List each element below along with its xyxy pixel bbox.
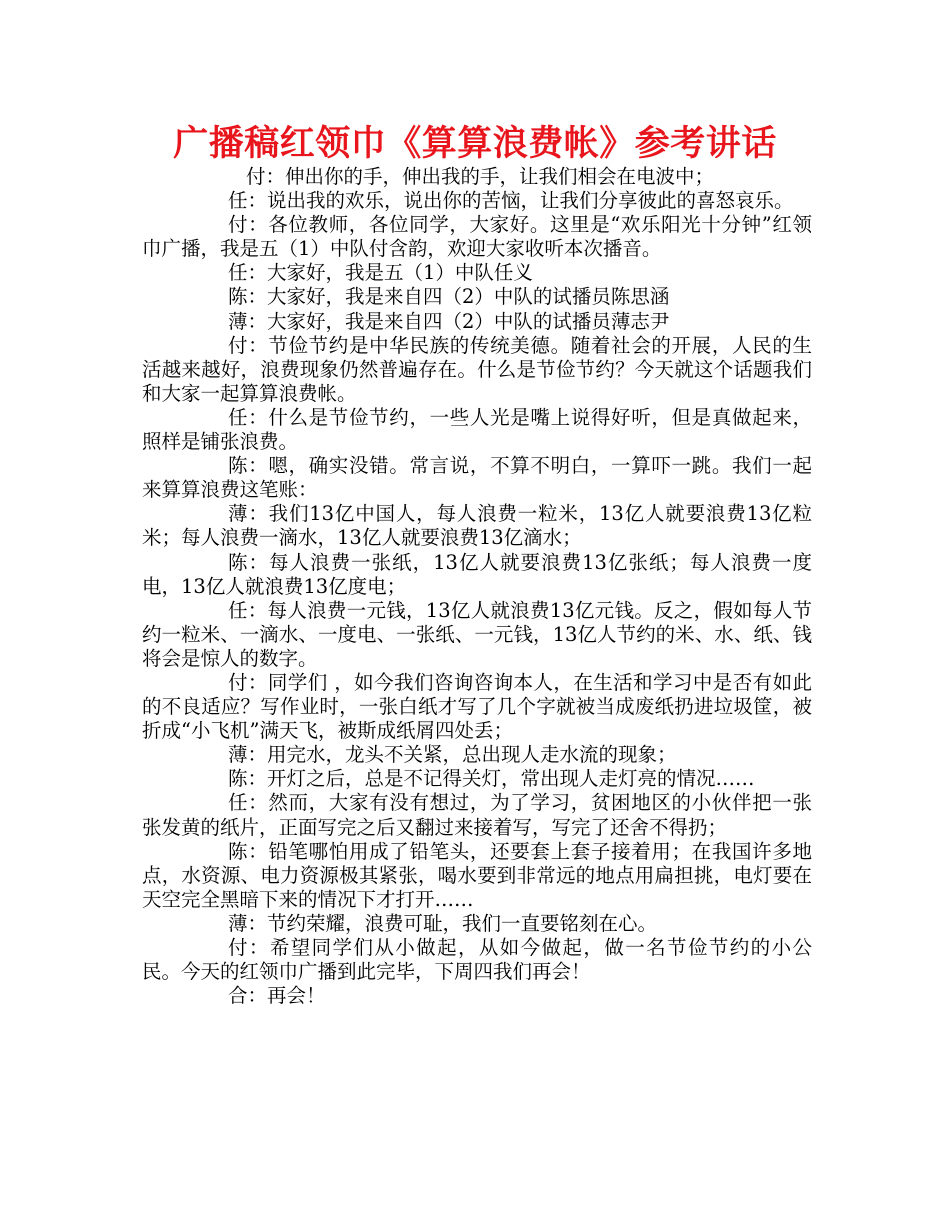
paragraph: 薄：节约荣耀，浪费可耻，我们一直要铭刻在心。	[228, 911, 658, 935]
paragraph: 任：然而，大家有没有想过，为了学习，贫困地区的小伙伴把一张张发黄的纸片，正面写完之后又翻过来接着写，写完了还舍不得扔；	[142, 791, 812, 839]
document-title: 广播稿红领巾《算算浪费帐》参考讲话	[173, 124, 777, 164]
paragraph: 陈：大家好，我是来自四（2）中队的试播员陈思涵	[228, 285, 670, 309]
paragraph: 任：每人浪费一元钱，13亿人就浪费13亿元钱。反之，假如每人节约一粒米、一滴水、一度电、一张纸、一元钱，13亿人节约的米、水、纸、钱将会是惊人的数字。	[142, 598, 812, 670]
paragraph: 付：伸出你的手，伸出我的手，让我们相会在电波中；	[246, 165, 715, 188]
paragraph: 付：同学们 ，如今我们咨询咨询本人，在生活和学习中是否有如此的不良适应？写作业时，一张白纸才写了几个字就被当成废纸扔进垃圾筐，被折成“小飞机”满天飞，被斯成纸屑四处丢；	[142, 670, 812, 743]
paragraph: 陈：嗯，确实没错。常言说，不算不明白，一算吓一跳。我们一起来算算浪费这笔账：	[142, 454, 812, 502]
paragraph: 陈：每人浪费一张纸，13亿人就要浪费13亿张纸；每人浪费一度电，13亿人就浪费13亿度电；	[142, 550, 812, 598]
paragraph: 付：节俭节约是中华民族的传统美德。随着社会的开展，人民的生活越来越好，浪费现象仍然普遍存在。什么是节俭节约？今天就这个话题我们和大家一起算算浪费帐。	[142, 333, 812, 405]
paragraph: 任：什么是节俭节约，一些人光是嘴上说得好听，但是真做起来，照样是铺张浪费。	[142, 405, 812, 454]
paragraph: 薄：大家好，我是来自四（2）中队的试播员薄志尹	[228, 309, 670, 333]
paragraph: 薄：我们13亿中国人，每人浪费一粒米，13亿人就要浪费13亿粒米；每人浪费一滴水，13亿人就要浪费13亿滴水；	[142, 502, 812, 550]
document-body	[142, 165, 812, 1008]
paragraph: 付：希望同学们从小做起，从如今做起，做一名节俭节约的小公民。今天的红领巾广播到此完毕，下周四我们再会！	[142, 936, 812, 984]
paragraph: 合：再会！	[228, 984, 326, 1008]
paragraph: 任：大家好，我是五（1）中队任义	[228, 261, 533, 285]
paragraph: 陈：铅笔哪怕用成了铅笔头，还要套上套子接着用；在我国许多地点，水资源、电力资源极其紧张，喝水要到非常远的地点用扁担挑，电灯要在天空完全黑暗下来的情况下才打开……	[142, 839, 812, 911]
paragraph: 付：各位教师，各位同学，大家好。这里是“欢乐阳光十分钟”红领巾广播，我是五（1）中队付含韵，欢迎大家收听本次播音。	[142, 213, 812, 261]
paragraph: 陈：开灯之后，总是不记得关灯，常出现人走灯亮的情况……	[228, 767, 755, 791]
paragraph: 任：说出我的欢乐，说出你的苦恼，让我们分享彼此的喜怒哀乐。	[228, 189, 794, 213]
paragraph: 薄：用完水，龙头不关紧，总出现人走水流的现象；	[228, 743, 677, 767]
